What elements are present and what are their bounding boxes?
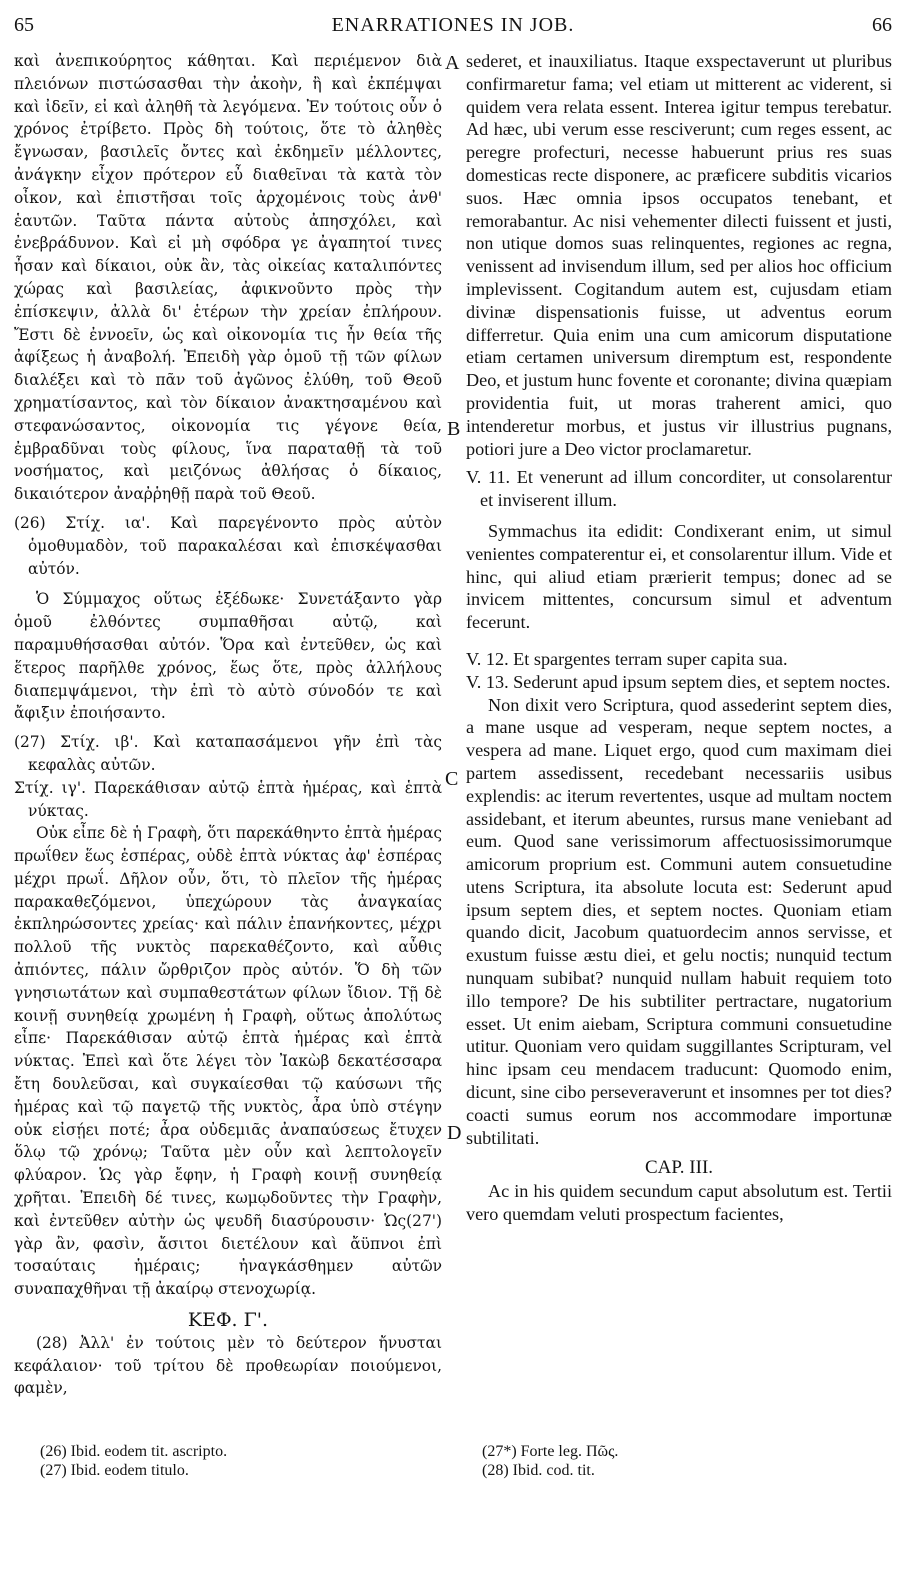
margin-letter-d: D	[447, 1122, 462, 1144]
latin-verse-13: V. 13. Sederunt apud ipsum septem dies, et septem noctes.	[466, 671, 891, 692]
latin-chapter-heading: CAP. III.	[644, 1157, 714, 1179]
footnote: (27*) Forte leg. Πῶς.	[482, 1443, 619, 1460]
greek-chapter-heading: ΚΕΦ. Γ'.	[187, 1309, 269, 1332]
footnote: (26) Ibid. eodem tit. ascripto.	[40, 1443, 228, 1460]
latin-verse-12: V. 12. Et spargentes terram super capita sua.	[466, 648, 788, 669]
page-header	[14, 14, 892, 40]
greek-paragraph-3: Οὐκ εἶπε δὲ ἡ Γραφὴ, ὅτι παρεκάθηντο ἑπτὰ ἡμέρας πρωΐθεν ἕως ἑσπέρας, οὐδὲ ἑπτὰ νύκτας ἀφ' ἑσπέρας μέχρι πρωΐ. Δῆλον οὖν, ὅτι, τὸ πλεῖον τῆς ἡμέρας παρακαθεζόμενοι, ὑπεχώρουν τὰς ἀναγκαίας ἐκπληρώσοντες χρείας· καὶ πάλιν ἐπανήκοντες, μέχρι πολλοῦ τῆς νυκτὸς παρεκαθέζοντο, καὶ αὖθις ἀπιόντες, πάλιν ὤρθριζον πρὸς αὐτόν. Ὅ δὴ τῶν γνησιωτάτων καὶ συμπαθεστάτων φίλων ἴδιον. Τῇ δὲ κοινῇ συνηθείᾳ χρωμένη ἡ Γραφὴ, οὕτως ἀπολύτως εἶπε· Παρεκάθισαν αὐτῷ ἑπτὰ ἡμέρας καὶ ἑπτὰ νύκτας. Ἐπεὶ καὶ ὅτε λέγει τὸν Ἰακὼβ δεκατέσσαρα ἔτη δουλεῦσαι, καὶ συγκαίεσθαι τῷ καύσωνι τῆς ἡμέρας καὶ τῷ παγετῷ τῆς νυκτὸς, ἆρα ὑπὸ στέγην οὐκ εἰσῄει ποτέ; ἆρα οὐδεμιᾶς ἀναπαύσεως ἔτυχεν ὅλῳ τῷ χρόνῳ; Ταῦτα μὲν οὖν καὶ λεπτολογεῖν φλύαρον. Ὡς γὰρ ἔφην, ἡ Γραφὴ κοινῇ συνηθείᾳ χρῆται. Ἐπειδὴ δέ τινες, κωμῳδοῦντες τὴν Γραφὴν, καὶ ἐντεῦθεν αὐτὴν ὡς ψευδῆ διασύρουσιν· Ὡς(27') γὰρ ἂν, φασὶν, ἄσιτοι διετέλουν καὶ ἄϋπνοι ἐπὶ τοσαύταις ἡμέραις; ἠναγκάσθημεν αὐτῶν συναπαχθῆναι τῇ ἀκαίρῳ στενοχωρίᾳ.	[14, 824, 442, 1299]
greek-verse-11: (26) Στίχ. ια'. Καὶ παρεγένοντο πρὸς αὐτὸν ὁμοθυμαδὸν, τοῦ παρακαλέσαι καὶ ἐπισκέψασθαι αὐτόν.	[14, 513, 442, 578]
latin-paragraph-3: Non dixit vero Scriptura, quod assederint septem dies, a mane usque ad vesperam, neque septem noctes, a vespera ad mane. Liquet ergo, quod cum maximam diei partem assedissent, recedebant necessariis usibus explendis: ac iterum revertentes, usque ad multam noctem assidebant, et iterum abeuntes, rursus mane veniebant ad eum. Quod sane verissimorum affectuosissimorumque amicorum proprium est. Communi autem consuetudine utens Scriptura, ita absolute locuta est: Sederunt apud ipsum septem dies, et septem noctes. Quoniam etiam quando dicit, Jacobum quatuordecim annos servisse, et exustum fuisse æstu diei, et gelu noctis; nunquid tectum nunquam subibat? nunquid nullam habuit requiem toto illo tempore? De his subtiliter pertractare, nugatorium esset. Ut enim aiebam, Scriptura communi consuetudine utitur. Quoniam vero quidam suggillantes Scripturam, vel hinc ipsam ceu mendacem traducunt: Quomodo enim, dicunt, sine cibo perseveraverunt et insomnes per tot dies? coacti sumus eorum nos accommodare importunæ subtilitati.	[466, 694, 892, 1148]
greek-paragraph-2: Ὁ Σύμμαχος οὕτως ἐξέδωκε· Συνετάξαντο γὰρ ὁμοῦ ἐλθόντες συμπαθῆσαι αὐτῷ, καὶ παραμυθήσασθαι αὐτόν. Ὅρα καὶ ἐντεῦθεν, ὡς καὶ ἕτερος παρῆλθε χρόνος, ἕως ὅτε, πρὸς ἀλλήλους διαπεμψάμενοι, τὴν ἐπὶ τὸ αὐτὸ σύνοδόν τε καὶ ἄφιξιν ἐποιήσαντο.	[14, 590, 442, 723]
footnote: (27) Ibid. eodem titulo.	[40, 1462, 189, 1479]
latin-column	[466, 50, 892, 1226]
latin-verse-11: V. 11. Et venerunt ad illum concorditer, ut consolarentur et inviserent illum.	[466, 467, 892, 511]
running-title: ENARRATIONES IN JOB.	[331, 14, 575, 36]
latin-paragraph-2: Symmachus ita edidit: Condixerant enim, ut simul venientes compaterentur ei, et consolarentur illum. Vide et hinc, qui aliud etiam prærierit tempus; donec ad se invicem mittentes, concursum simul et adventum fecerunt.	[466, 520, 892, 633]
greek-column	[14, 50, 442, 1400]
greek-paragraph-1: καὶ ἀνεπικούρητος κάθηται. Καὶ περιέμενον διὰ πλειόνων πιστώσασθαι τὴν ἀκοὴν, ἢ καὶ ἐκπέμψαι καὶ ἰδεῖν, εἰ καὶ ἀληθῆ τὰ λεγόμενα. Ἐν τούτοις οὖν ὁ χρόνος ἐτρίβετο. Πρὸς δὴ τούτοις, ὅτε τὸ ἀληθὲς ἔγνωσαν, βασιλεῖς ὄντες καὶ ἐκδημεῖν μέλλοντες, ἀνάγκην εἶχον πρότερον εὖ διαθεῖναι τὰ κατὰ τὸν οἶκον, καὶ ἐπιστῆσαι τοῖς ἀρχομένοις τοὺς ἀνθ' ἑαυτῶν. Ταῦτα πάντα αὐτοὺς ἀπησχόλει, καὶ ἐνεβράδυνον. Καὶ εἰ μὴ σφόδρα γε ἀγαπητοί τινες ἦσαν καὶ δίκαιοι, οὐκ ἂν, τὰς οἰκείας καταλιπόντες χώρας καὶ βασιλείας, ἀφικνοῦντο πρὸς τὴν ἐπίσκεψιν, ἀλλὰ δι' ἑτέρων τὴν χρείαν ἐπλήρουν. Ἔστι δὲ ἐννοεῖν, ὡς καὶ οἰκονομία τις ἦν θεία τῆς ἀφίξεως ἡ ἀναβολή. Ἐπειδὴ γὰρ ὁμοῦ τῇ τῶν φίλων διαλέξει καὶ τὸ πᾶν τοῦ ἀγῶνος ἐλύθη, τοῦ Θεοῦ χρηματίσαντος, καὶ τὸν δίκαιον ἀνακτησαμένου καὶ στεφανώσαντος, οἰκονομία τις γέγονε θεία, ἐμβραδῦναι τοὺς φίλους, ἵνα παραταθῇ τὰ τοῦ νοσήματος, καὶ μειζόνως ἀθλήσας ὁ δίκαιος, δικαιότερον ἀναῤῥηθῇ παρὰ τοῦ Θεοῦ.	[14, 52, 442, 504]
latin-paragraph-1: sederet, et inauxiliatus. Itaque exspectaverunt ut pluribus confirmaretur fama; vel etiam ut mitterent ac viderent, si quidem vera relata essent. Interea igitur tempus terebatur. Ad hæc, ubi verum esse resciverunt; cum reges essent, ac peregre profecturi, necesse habuerunt prius res suas domesticas recte disponere, ac præficere subditis vicarios suos. Hæc omnia ipsos occupatos tenebant, et remorabantur. Ac nisi vehementer dilecti fuissent et justi, non utique domos suas relinquentes, regiones ac regna, venissent ad invisendum illum, sed per alios hoc officium implevissent. Cogitandum autem est, cujusdam etiam divinæ dispensationis fuisse, ut adventus eorum differretur. Quia enim una cum amicorum disputatione etiam certamen universum diremptum est, respondente Deo, et justum hunc fovente et coronante; divina quæpiam providentia fuit, ut moras traherent amici, quo intenderetur morbus, et justus vir illustrius pugnans, potiori jure a Deo victor proclamaretur.	[466, 51, 892, 459]
footnotes-left	[40, 1442, 440, 1480]
margin-letter-a: A	[445, 52, 460, 74]
latin-paragraph-4: Ac in his quidem secundum caput absolutum est. Tertii vero quemdam veluti prospectum facientes,	[466, 1181, 892, 1225]
page-number-right: 66	[872, 14, 892, 36]
footnote: (28) Ibid. cod. tit.	[482, 1462, 595, 1479]
greek-verse-12: (27) Στίχ. ιβ'. Καὶ καταπασάμενοι γῆν ἐπὶ τὰς κεφαλὰς αὐτῶν.	[14, 733, 442, 774]
greek-verse-13: Στίχ. ιγ'. Παρεκάθισαν αὐτῷ ἑπτὰ ἡμέρας, καὶ ἑπτὰ νύκτας.	[14, 778, 442, 820]
margin-letter-b: B	[447, 418, 461, 440]
margin-letter-c: C	[445, 768, 459, 790]
footnotes-right	[482, 1442, 882, 1480]
page-number-left: 65	[14, 14, 34, 36]
greek-paragraph-4: (28) Ἀλλ' ἐν τούτοις μὲν τὸ δεύτερον ἤνυσται κεφάλαιον· τοῦ τρίτου δὲ προθεωρίαν ποιούμενοι, φαμὲν,	[14, 1333, 442, 1398]
